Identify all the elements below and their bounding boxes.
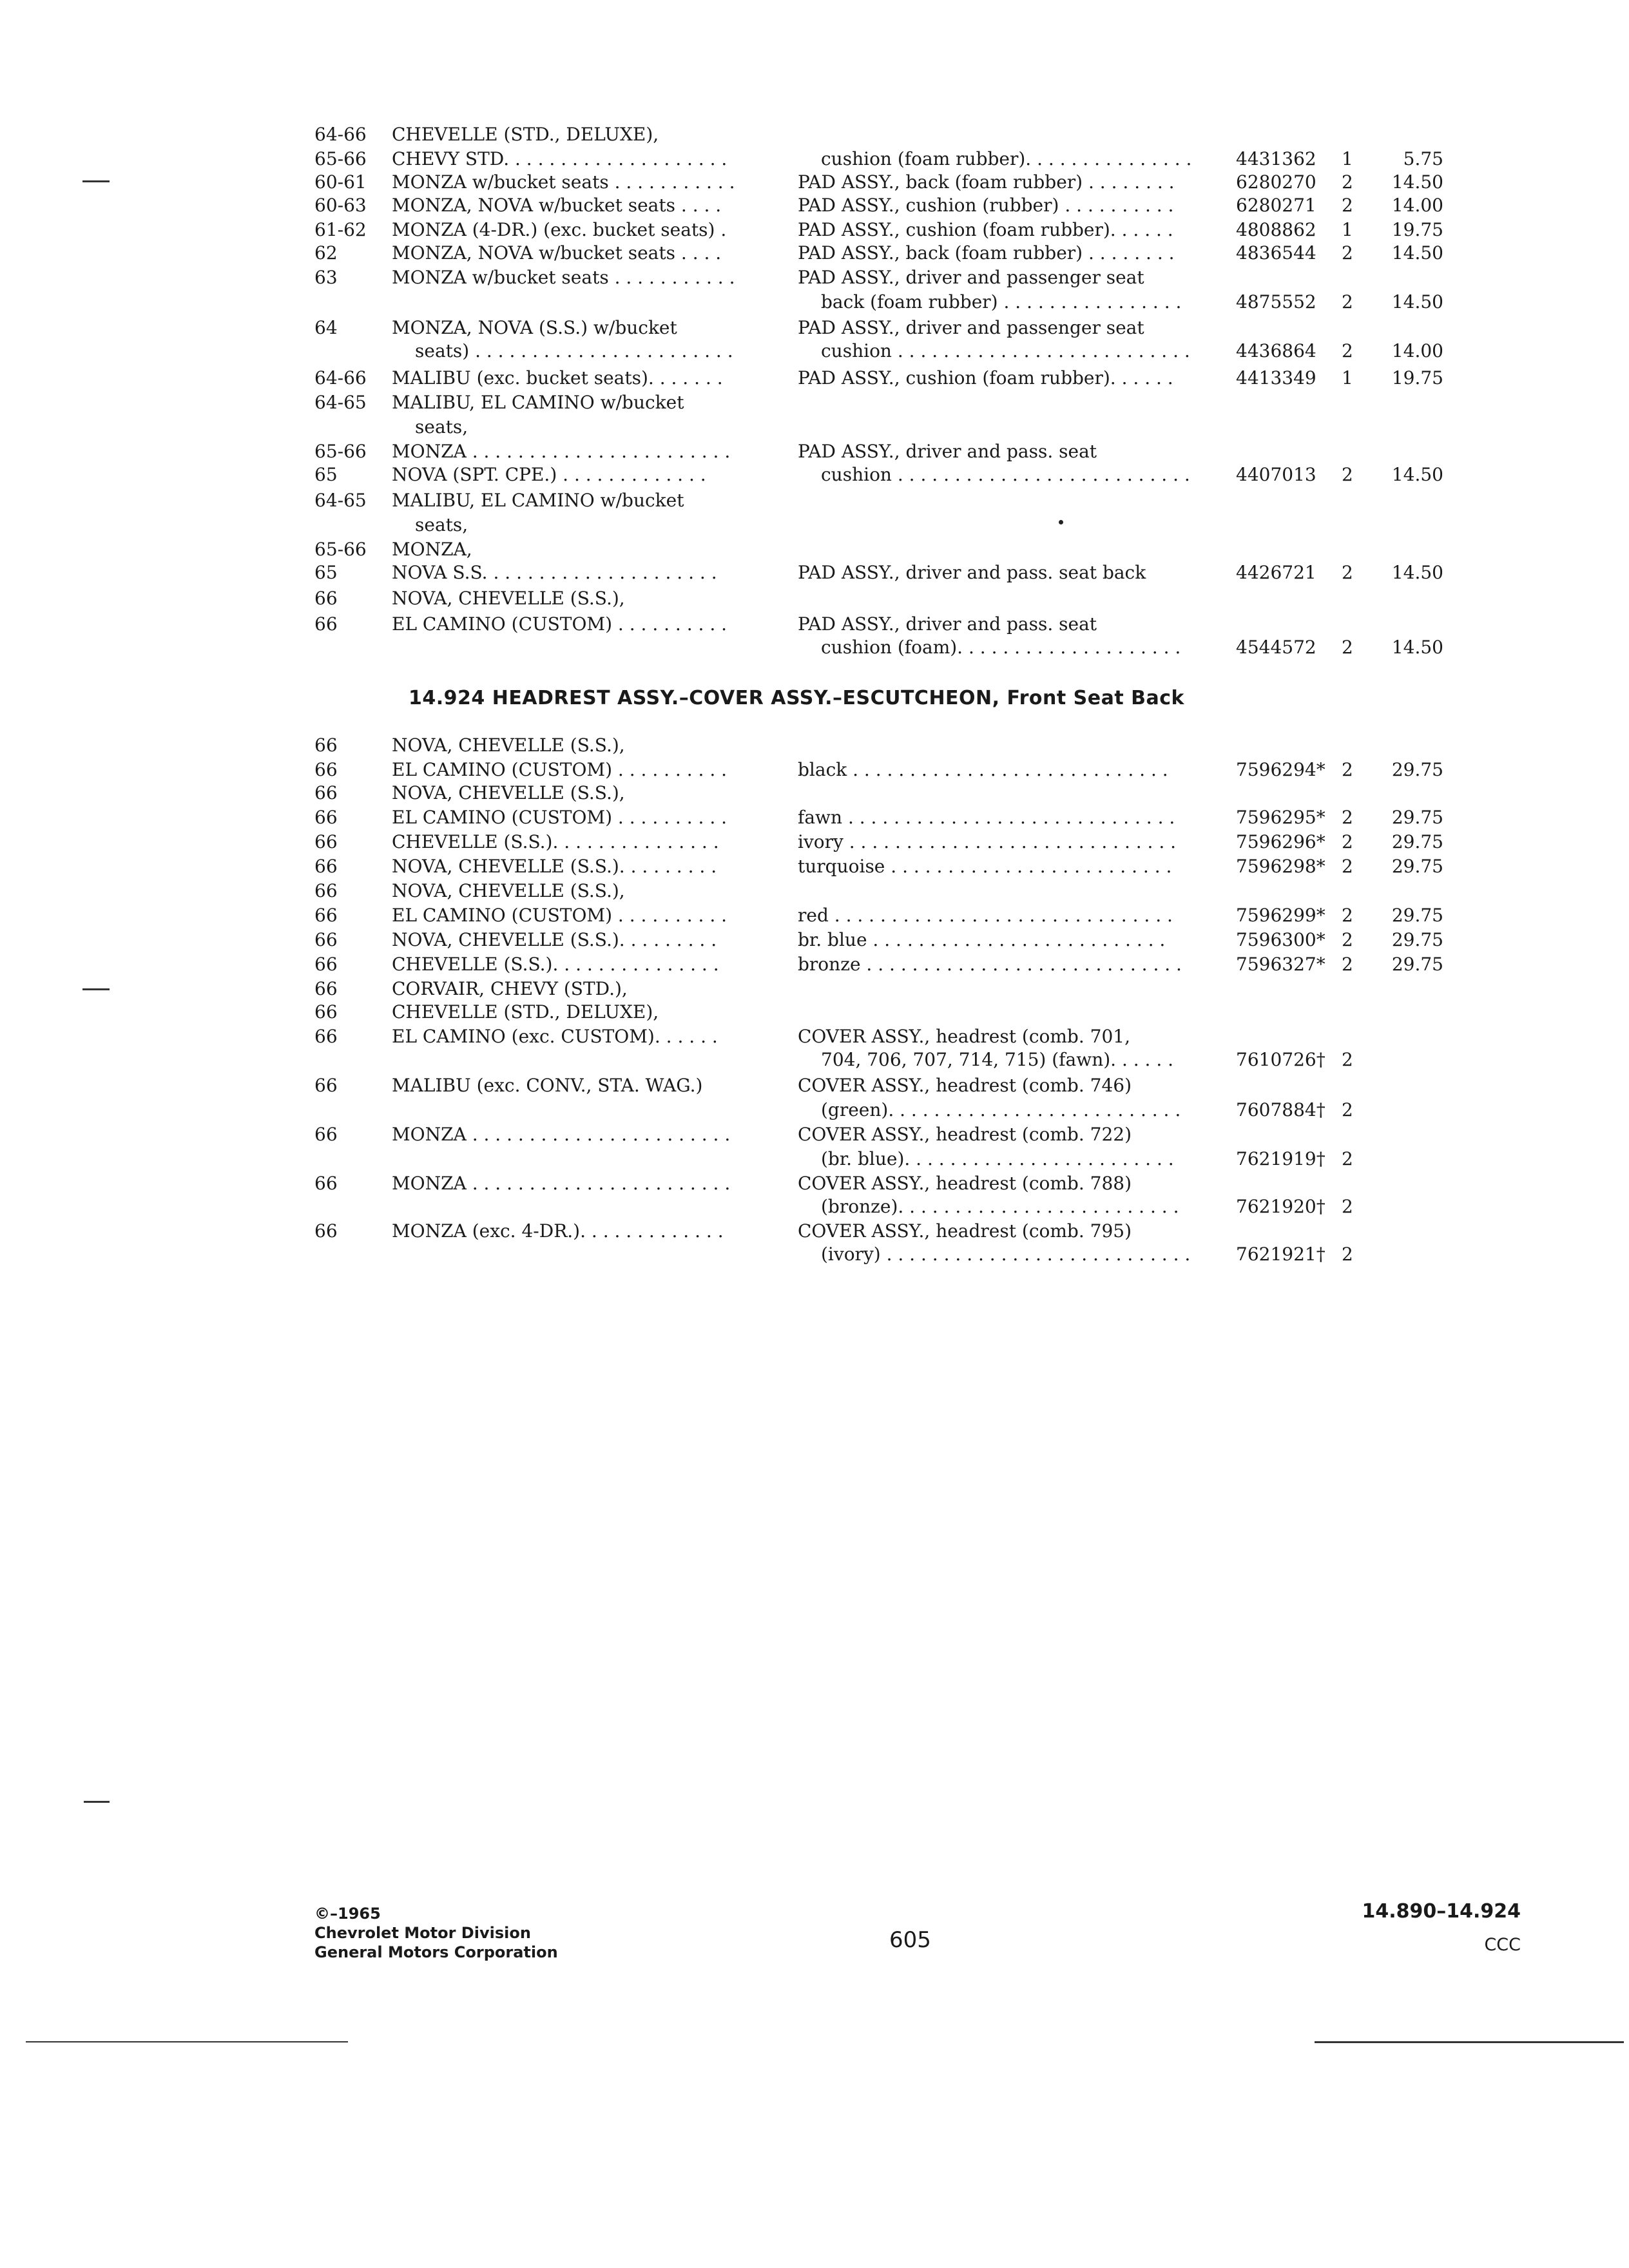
year-cell: 66 bbox=[314, 1173, 338, 1194]
part-number-cell: 6280271 bbox=[1236, 195, 1316, 216]
part-number-cell: 4426721 bbox=[1236, 562, 1316, 583]
year-cell: 66 bbox=[314, 588, 338, 609]
year-cell: 64-65 bbox=[314, 392, 367, 413]
model-cell: MONZA w/bucket seats . . . . . . . . . . . bbox=[392, 267, 735, 288]
description-cell: cushion . . . . . . . . . . . . . . . . . . . . . . . . . . bbox=[821, 464, 1190, 485]
description-cell: PAD ASSY., cushion (foam rubber). . . . . . bbox=[798, 219, 1173, 240]
quantity-cell: 1 bbox=[1342, 367, 1353, 389]
part-number-cell: 6280270 bbox=[1236, 171, 1316, 193]
division-line: Chevrolet Motor Division bbox=[314, 1924, 531, 1942]
model-cell: MONZA . . . . . . . . . . . . . . . . . . . . . . . bbox=[392, 441, 731, 462]
model-cell: NOVA, CHEVELLE (S.S.), bbox=[392, 588, 625, 609]
year-cell: 66 bbox=[314, 856, 338, 877]
year-cell: 60-61 bbox=[314, 171, 367, 193]
section-heading: 14.924 HEADREST ASSY.–COVER ASSY.–ESCUTCHEON, Front Seat Back bbox=[409, 687, 1184, 709]
year-cell: 66 bbox=[314, 735, 338, 756]
model-cell: MONZA, NOVA w/bucket seats . . . . bbox=[392, 242, 722, 264]
description-cell: cushion (foam rubber). . . . . . . . . . . . . . . bbox=[821, 148, 1192, 169]
price-cell: 14.50 bbox=[1391, 171, 1443, 193]
model-cell: NOVA, CHEVELLE (S.S.). . . . . . . . . bbox=[392, 929, 717, 950]
catalog-code: CCC bbox=[1484, 1935, 1521, 1955]
description-cell: COVER ASSY., headrest (comb. 722) bbox=[798, 1124, 1132, 1145]
description-cell: PAD ASSY., back (foam rubber) . . . . . . . . bbox=[798, 242, 1175, 264]
description-cell: COVER ASSY., headrest (comb. 788) bbox=[798, 1173, 1132, 1194]
description-cell: fawn . . . . . . . . . . . . . . . . . . . . . . . . . . . . . bbox=[798, 807, 1175, 828]
model-cell: CHEVELLE (STD., DELUXE), bbox=[392, 124, 659, 145]
description-cell: COVER ASSY., headrest (comb. 795) bbox=[798, 1220, 1132, 1242]
model-cell: NOVA, CHEVELLE (S.S.), bbox=[392, 880, 625, 901]
year-cell: 66 bbox=[314, 1075, 338, 1096]
year-cell: 62 bbox=[314, 242, 338, 264]
description-cell: br. blue . . . . . . . . . . . . . . . . . . . . . . . . . . bbox=[798, 929, 1166, 950]
quantity-cell: 2 bbox=[1342, 1049, 1353, 1070]
year-cell: 64-66 bbox=[314, 124, 367, 145]
price-cell: 14.50 bbox=[1391, 242, 1443, 264]
part-number-cell: 7607884† bbox=[1236, 1099, 1325, 1120]
description-cell: (br. blue). . . . . . . . . . . . . . . . . . . . . . . . bbox=[821, 1148, 1174, 1169]
model-cell: MONZA (4-DR.) (exc. bucket seats) . bbox=[392, 219, 727, 240]
quantity-cell: 2 bbox=[1342, 195, 1353, 216]
quantity-cell: 2 bbox=[1342, 1244, 1353, 1265]
quantity-cell: 2 bbox=[1342, 291, 1353, 312]
binder-hole-mark bbox=[82, 988, 110, 990]
quantity-cell: 2 bbox=[1342, 1196, 1353, 1217]
price-cell: 29.75 bbox=[1391, 929, 1443, 950]
bottom-rule bbox=[26, 2041, 348, 2042]
quantity-cell: 2 bbox=[1342, 954, 1353, 975]
description-cell: red . . . . . . . . . . . . . . . . . . . . . . . . . . . . . . bbox=[798, 905, 1173, 926]
model-cell: NOVA S.S. . . . . . . . . . . . . . . . . . . . . bbox=[392, 562, 717, 583]
price-cell: 29.75 bbox=[1391, 831, 1443, 852]
part-number-cell: 7596296* bbox=[1236, 831, 1325, 852]
part-number-cell: 4875552 bbox=[1236, 291, 1316, 312]
part-number-cell: 7596295* bbox=[1236, 807, 1325, 828]
quantity-cell: 2 bbox=[1342, 759, 1353, 780]
description-cell: PAD ASSY., driver and passenger seat bbox=[798, 317, 1144, 338]
model-cell: seats, bbox=[415, 416, 468, 437]
price-cell: 14.50 bbox=[1391, 637, 1443, 658]
part-number-cell: 4836544 bbox=[1236, 242, 1316, 264]
price-cell: 29.75 bbox=[1391, 856, 1443, 877]
model-cell: NOVA, CHEVELLE (S.S.), bbox=[392, 735, 625, 756]
page-number: 605 bbox=[889, 1927, 931, 1953]
year-cell: 66 bbox=[314, 759, 338, 780]
model-cell: EL CAMINO (CUSTOM) . . . . . . . . . . bbox=[392, 759, 728, 780]
price-cell: 5.75 bbox=[1403, 148, 1443, 169]
model-cell: MONZA w/bucket seats . . . . . . . . . . . bbox=[392, 171, 735, 193]
year-cell: 65 bbox=[314, 464, 338, 485]
part-number-cell: 4436864 bbox=[1236, 340, 1316, 361]
price-cell: 19.75 bbox=[1391, 219, 1443, 240]
scan-speck bbox=[1059, 520, 1063, 524]
model-cell: EL CAMINO (CUSTOM) . . . . . . . . . . bbox=[392, 807, 728, 828]
description-cell: (ivory) . . . . . . . . . . . . . . . . . . . . . . . . . . . bbox=[821, 1244, 1191, 1265]
part-number-cell: 4544572 bbox=[1236, 637, 1316, 658]
quantity-cell: 2 bbox=[1342, 637, 1353, 658]
model-cell: MONZA . . . . . . . . . . . . . . . . . . . . . . . bbox=[392, 1173, 731, 1194]
description-cell: PAD ASSY., driver and pass. seat bbox=[798, 441, 1097, 462]
quantity-cell: 2 bbox=[1342, 464, 1353, 485]
section-range: 14.890–14.924 bbox=[1362, 1900, 1521, 1923]
model-cell: MALIBU, EL CAMINO w/bucket bbox=[392, 490, 684, 511]
quantity-cell: 2 bbox=[1342, 1148, 1353, 1169]
model-cell: MONZA, bbox=[392, 539, 472, 560]
price-cell: 19.75 bbox=[1391, 367, 1443, 389]
model-cell: seats) . . . . . . . . . . . . . . . . . . . . . . . bbox=[415, 340, 733, 361]
year-cell: 64 bbox=[314, 317, 338, 338]
quantity-cell: 2 bbox=[1342, 340, 1353, 361]
description-cell: bronze . . . . . . . . . . . . . . . . . . . . . . . . . . . . bbox=[798, 954, 1182, 975]
model-cell: MONZA, NOVA (S.S.) w/bucket bbox=[392, 317, 677, 338]
quantity-cell: 2 bbox=[1342, 905, 1353, 926]
model-cell: MONZA (exc. 4-DR.). . . . . . . . . . . . . bbox=[392, 1220, 724, 1242]
model-cell: CHEVY STD. . . . . . . . . . . . . . . . . . . . bbox=[392, 148, 728, 169]
part-number-cell: 7596300* bbox=[1236, 929, 1325, 950]
quantity-cell: 2 bbox=[1342, 807, 1353, 828]
description-cell: (bronze). . . . . . . . . . . . . . . . . . . . . . . . . bbox=[821, 1196, 1179, 1217]
year-cell: 66 bbox=[314, 978, 338, 999]
model-cell: MONZA . . . . . . . . . . . . . . . . . . . . . . . bbox=[392, 1124, 731, 1145]
year-cell: 64-65 bbox=[314, 490, 367, 511]
part-number-cell: 7621919† bbox=[1236, 1148, 1325, 1169]
quantity-cell: 2 bbox=[1342, 831, 1353, 852]
year-cell: 66 bbox=[314, 613, 338, 635]
part-number-cell: 7596327* bbox=[1236, 954, 1325, 975]
part-number-cell: 7596298* bbox=[1236, 856, 1325, 877]
model-cell: MALIBU (exc. bucket seats). . . . . . . bbox=[392, 367, 723, 389]
year-cell: 65-66 bbox=[314, 539, 367, 560]
bottom-rule bbox=[1315, 2041, 1624, 2043]
year-cell: 66 bbox=[314, 929, 338, 950]
binder-hole-mark bbox=[84, 1801, 110, 1803]
description-cell: COVER ASSY., headrest (comb. 746) bbox=[798, 1075, 1132, 1096]
model-cell: CHEVELLE (S.S.). . . . . . . . . . . . . . . bbox=[392, 954, 719, 975]
model-cell: EL CAMINO (CUSTOM) . . . . . . . . . . bbox=[392, 905, 728, 926]
year-cell: 66 bbox=[314, 954, 338, 975]
price-cell: 29.75 bbox=[1391, 807, 1443, 828]
part-number-cell: 7610726† bbox=[1236, 1049, 1325, 1070]
price-cell: 14.50 bbox=[1391, 464, 1443, 485]
quantity-cell: 2 bbox=[1342, 171, 1353, 193]
description-cell: black . . . . . . . . . . . . . . . . . . . . . . . . . . . . bbox=[798, 759, 1168, 780]
year-cell: 66 bbox=[314, 1001, 338, 1023]
description-cell: back (foam rubber) . . . . . . . . . . . . . . . . bbox=[821, 291, 1182, 312]
year-cell: 66 bbox=[314, 1124, 338, 1145]
part-number-cell: 7596299* bbox=[1236, 905, 1325, 926]
quantity-cell: 2 bbox=[1342, 929, 1353, 950]
description-cell: PAD ASSY., back (foam rubber) . . . . . . . . bbox=[798, 171, 1175, 193]
model-cell: CORVAIR, CHEVY (STD.), bbox=[392, 978, 628, 999]
year-cell: 61-62 bbox=[314, 219, 367, 240]
price-cell: 29.75 bbox=[1391, 954, 1443, 975]
model-cell: CHEVELLE (STD., DELUXE), bbox=[392, 1001, 659, 1023]
part-number-cell: 7596294* bbox=[1236, 759, 1325, 780]
price-cell: 14.50 bbox=[1391, 291, 1443, 312]
part-number-cell: 7621921† bbox=[1236, 1244, 1325, 1265]
part-number-cell: 7621920† bbox=[1236, 1196, 1325, 1217]
part-number-cell: 4431362 bbox=[1236, 148, 1316, 169]
year-cell: 64-66 bbox=[314, 367, 367, 389]
model-cell: CHEVELLE (S.S.). . . . . . . . . . . . . . . bbox=[392, 831, 719, 852]
quantity-cell: 2 bbox=[1342, 1099, 1353, 1120]
year-cell: 65 bbox=[314, 562, 338, 583]
year-cell: 66 bbox=[314, 807, 338, 828]
year-cell: 66 bbox=[314, 1220, 338, 1242]
year-cell: 63 bbox=[314, 267, 338, 288]
description-cell: PAD ASSY., driver and passenger seat bbox=[798, 267, 1144, 288]
quantity-cell: 2 bbox=[1342, 856, 1353, 877]
corporation-line: General Motors Corporation bbox=[314, 1943, 558, 1961]
price-cell: 29.75 bbox=[1391, 905, 1443, 926]
description-cell: turquoise . . . . . . . . . . . . . . . . . . . . . . . . . bbox=[798, 856, 1172, 877]
quantity-cell: 1 bbox=[1342, 148, 1353, 169]
quantity-cell: 2 bbox=[1342, 242, 1353, 264]
description-cell: COVER ASSY., headrest (comb. 701, bbox=[798, 1026, 1130, 1047]
price-cell: 29.75 bbox=[1391, 759, 1443, 780]
model-cell: MONZA, NOVA w/bucket seats . . . . bbox=[392, 195, 722, 216]
model-cell: NOVA, CHEVELLE (S.S.). . . . . . . . . bbox=[392, 856, 717, 877]
model-cell: NOVA (SPT. CPE.) . . . . . . . . . . . . . bbox=[392, 464, 706, 485]
model-cell: EL CAMINO (CUSTOM) . . . . . . . . . . bbox=[392, 613, 728, 635]
year-cell: 66 bbox=[314, 782, 338, 803]
model-cell: EL CAMINO (exc. CUSTOM). . . . . . bbox=[392, 1026, 718, 1047]
price-cell: 14.00 bbox=[1391, 195, 1443, 216]
price-cell: 14.50 bbox=[1391, 562, 1443, 583]
copyright-line: ©–1965 bbox=[314, 1905, 381, 1923]
model-cell: NOVA, CHEVELLE (S.S.), bbox=[392, 782, 625, 803]
part-number-cell: 4407013 bbox=[1236, 464, 1316, 485]
description-cell: (green). . . . . . . . . . . . . . . . . . . . . . . . . . bbox=[821, 1099, 1181, 1120]
quantity-cell: 1 bbox=[1342, 219, 1353, 240]
model-cell: MALIBU (exc. CONV., STA. WAG.) bbox=[392, 1075, 703, 1096]
description-cell: cushion . . . . . . . . . . . . . . . . . . . . . . . . . . bbox=[821, 340, 1190, 361]
model-cell: MALIBU, EL CAMINO w/bucket bbox=[392, 392, 684, 413]
description-cell: cushion (foam). . . . . . . . . . . . . . . . . . . . bbox=[821, 637, 1181, 658]
year-cell: 66 bbox=[314, 905, 338, 926]
year-cell: 65-66 bbox=[314, 148, 367, 169]
year-cell: 66 bbox=[314, 1026, 338, 1047]
description-cell: PAD ASSY., cushion (foam rubber). . . . . . bbox=[798, 367, 1173, 389]
description-cell: ivory . . . . . . . . . . . . . . . . . . . . . . . . . . . . . bbox=[798, 831, 1177, 852]
quantity-cell: 2 bbox=[1342, 562, 1353, 583]
description-cell: PAD ASSY., driver and pass. seat back bbox=[798, 562, 1146, 583]
description-cell: 704, 706, 707, 714, 715) (fawn). . . . . . bbox=[821, 1049, 1174, 1070]
year-cell: 60-63 bbox=[314, 195, 367, 216]
year-cell: 65-66 bbox=[314, 441, 367, 462]
binder-hole-mark bbox=[82, 180, 110, 182]
description-cell: PAD ASSY., driver and pass. seat bbox=[798, 613, 1097, 635]
model-cell: seats, bbox=[415, 514, 468, 535]
part-number-cell: 4413349 bbox=[1236, 367, 1316, 389]
price-cell: 14.00 bbox=[1391, 340, 1443, 361]
description-cell: PAD ASSY., cushion (rubber) . . . . . . . . . . bbox=[798, 195, 1174, 216]
part-number-cell: 4808862 bbox=[1236, 219, 1316, 240]
year-cell: 66 bbox=[314, 831, 338, 852]
year-cell: 66 bbox=[314, 880, 338, 901]
